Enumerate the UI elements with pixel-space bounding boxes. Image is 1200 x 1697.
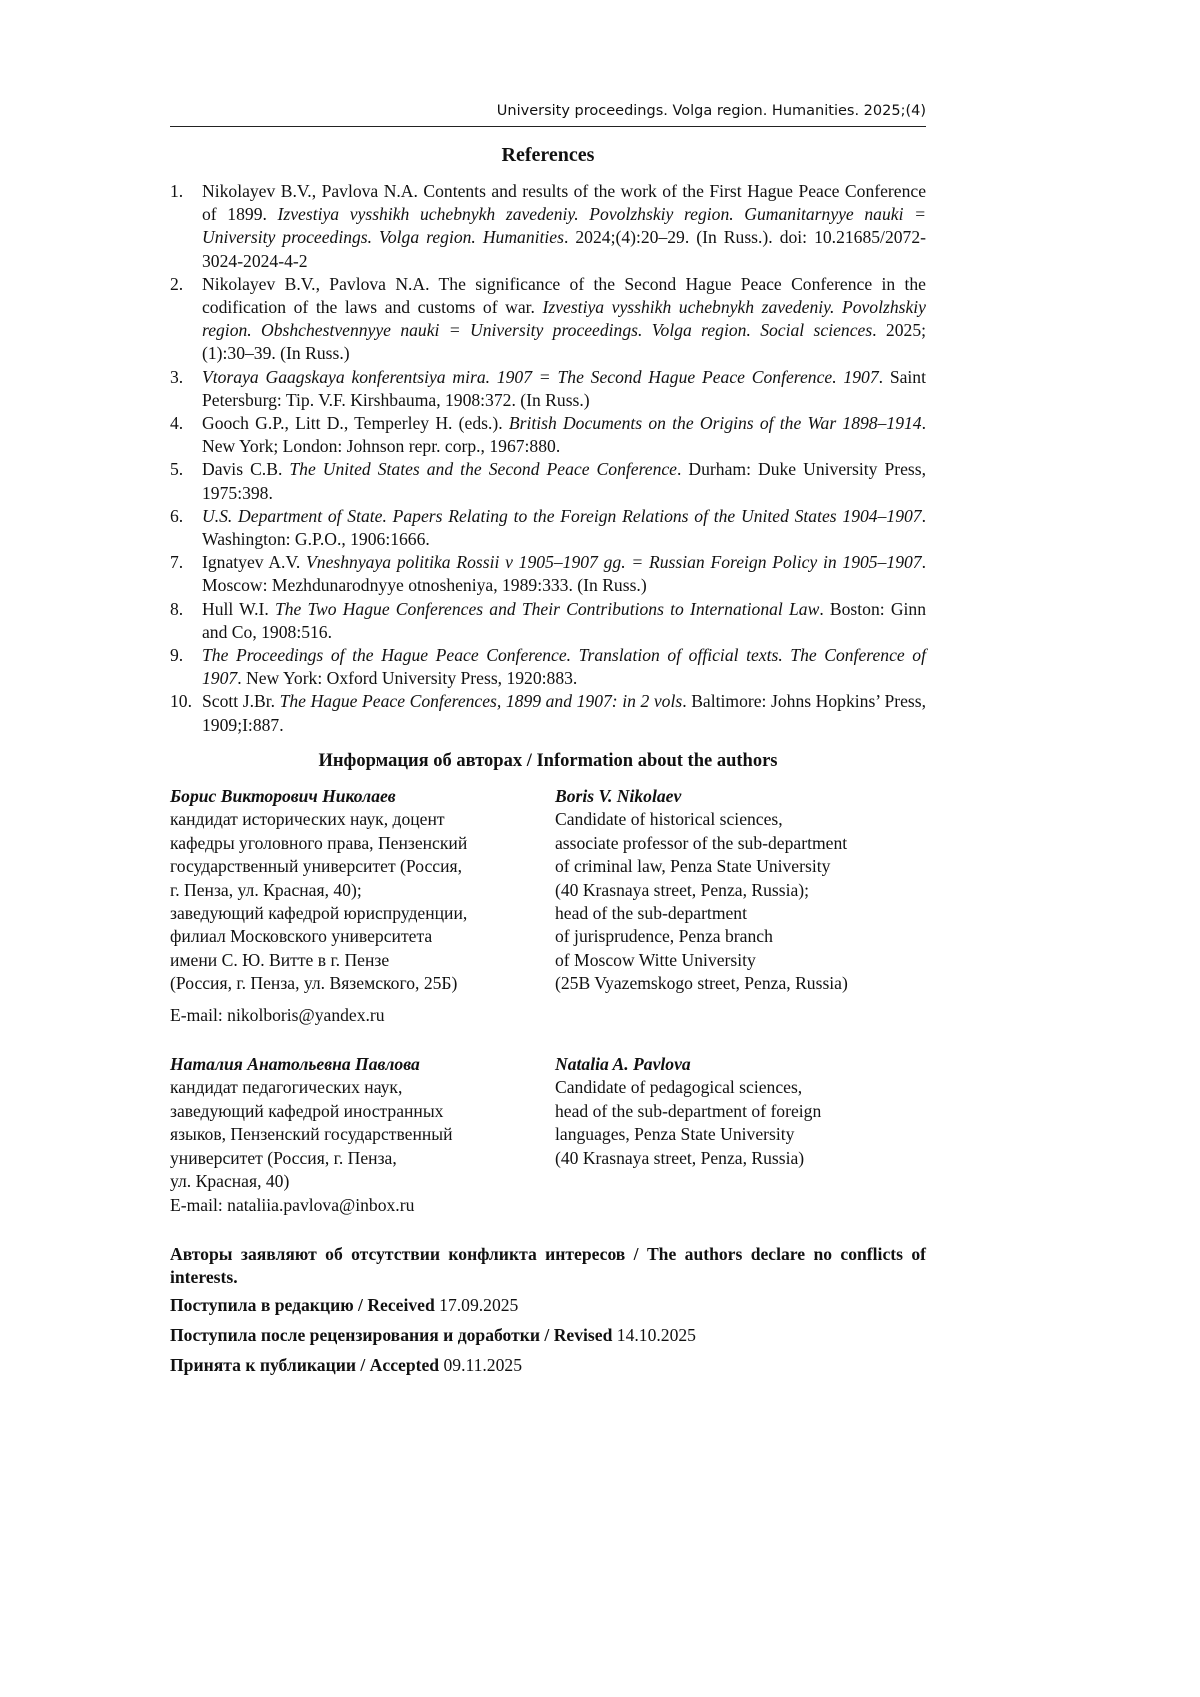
affiliation-line: государственный университет (Россия, bbox=[170, 856, 463, 877]
affiliation-line: of Moscow Witte University bbox=[555, 949, 756, 970]
references-title: References bbox=[501, 144, 595, 166]
author1-en bbox=[555, 785, 926, 996]
reference-text bbox=[202, 273, 926, 366]
conflict-text: Авторы заявляют об отсутствии конфликта интересов / The authors declare no conflicts of interests. bbox=[170, 1244, 926, 1288]
affiliation-line: филиал Московского университета bbox=[170, 926, 433, 947]
reference-number: 10. bbox=[170, 691, 192, 712]
reference-text-part: . 2025;(1):30–39. (In Russ.) bbox=[202, 320, 927, 364]
affiliation-line: of criminal law, Penza State University bbox=[555, 856, 831, 877]
reference-number: 2. bbox=[170, 273, 184, 294]
reference-source-italic: Vneshnyaya politika Rossii v 1905–1907 gg. = Russian Foreign Policy in 1905–1907 bbox=[306, 552, 922, 573]
reference-number: 6. bbox=[170, 505, 184, 526]
reference-number: 5. bbox=[170, 459, 184, 480]
author2-en-name: Natalia A. Pavlova bbox=[555, 1054, 691, 1074]
reference-source-italic: The Proceedings of the Hague Peace Conference. Translation of official texts. The Conference of 1907 bbox=[202, 645, 926, 689]
reference-number: 7. bbox=[170, 552, 184, 573]
references-list bbox=[170, 180, 926, 737]
reference-text bbox=[202, 412, 926, 458]
affiliation-line: (Россия, г. Пенза, ул. Вяземского, 25Б) bbox=[170, 973, 458, 994]
reference-number: 3. bbox=[170, 366, 184, 387]
reference-text bbox=[202, 690, 926, 736]
affiliation-line: Candidate of historical sciences, bbox=[555, 809, 783, 830]
received-line bbox=[170, 1294, 926, 1317]
accepted-date: 09.11.2025 bbox=[443, 1355, 522, 1375]
author2-ru-name: Наталия Анатольевна Павлова bbox=[170, 1054, 420, 1074]
author2-ru-affiliation bbox=[170, 1076, 540, 1193]
author2-email[interactable]: E-mail: nataliia.pavlova@inbox.ru bbox=[170, 1195, 415, 1215]
affiliation-line: languages, Penza State University bbox=[555, 1124, 795, 1145]
reference-number: 8. bbox=[170, 598, 184, 619]
author1-email[interactable]: E-mail: nikolboris@yandex.ru bbox=[170, 1005, 385, 1025]
affiliation-line: кандидат исторических наук, доцент bbox=[170, 809, 445, 830]
affiliation-line: университет (Россия, г. Пенза, bbox=[170, 1147, 397, 1168]
accepted-line bbox=[170, 1354, 926, 1377]
received-label: Поступила в редакцию / Received bbox=[170, 1295, 435, 1315]
reference-text-part: . Washington: G.P.O., 1906:1666. bbox=[202, 505, 926, 550]
reference-text-part: Scott J.Br. bbox=[202, 691, 280, 712]
received-date: 17.09.2025 bbox=[439, 1295, 519, 1315]
running-head: University proceedings. Volga region. Humanities. 2025;(4) bbox=[496, 103, 926, 119]
affiliation-line: языков, Пензенский государственный bbox=[170, 1124, 453, 1145]
affiliation-line: Candidate of pedagogical sciences, bbox=[555, 1077, 803, 1098]
affiliation-line: associate professor of the sub-department bbox=[555, 832, 848, 853]
authors-info-title: Информация об авторах / Information about the authors bbox=[318, 751, 778, 771]
reference-text bbox=[202, 505, 926, 551]
reference-text-part: Nikolayev B.V., Pavlova N.A. The significance of the Second Hague Peace Conference in the codification of the laws and customs of war. bbox=[202, 273, 926, 318]
reference-item bbox=[170, 412, 926, 458]
reference-item bbox=[170, 690, 926, 736]
reference-text bbox=[202, 551, 926, 597]
reference-source-italic: The United States and the Second Peace Conference bbox=[289, 459, 677, 480]
reference-text-part: Hull W.I. bbox=[202, 598, 275, 619]
reference-text bbox=[202, 180, 926, 273]
revised-date: 14.10.2025 bbox=[616, 1325, 696, 1345]
reference-item bbox=[170, 366, 926, 412]
reference-source-italic: Izvestiya vysshikh uchebnykh zavedeniy. Povolzhskiy region. Gumanitarnyye nauki = University proceedings. Volga region. Humanities bbox=[202, 204, 926, 248]
affiliation-line: имени С. Ю. Витте в г. Пензе bbox=[170, 949, 390, 970]
affiliation-line: г. Пенза, ул. Красная, 40); bbox=[170, 879, 362, 900]
conflict-statement bbox=[170, 1243, 926, 1290]
reference-item bbox=[170, 273, 926, 366]
reference-text-part: . Baltimore: Johns Hopkins’ Press, 1909;I:887. bbox=[202, 691, 926, 735]
affiliation-line: (40 Krasnaya street, Penza, Russia) bbox=[555, 1147, 805, 1168]
reference-text-part: Gooch G.P., Litt D., Temperley H. (eds.). bbox=[202, 413, 509, 434]
reference-source-italic: The Hague Peace Conferences, 1899 and 1907: in 2 vols bbox=[279, 691, 683, 712]
reference-text bbox=[202, 366, 926, 412]
author1-ru-affiliation bbox=[170, 808, 540, 995]
reference-text-part: . Durham: Duke University Press, 1975:398. bbox=[202, 459, 926, 503]
author2-ru bbox=[170, 1053, 540, 1193]
affiliation-line: (25B Vyazemskogo street, Penza, Russia) bbox=[555, 973, 848, 994]
reference-source-italic: Vtoraya Gaagskaya konferentsiya mira. 1907 = The Second Hague Peace Conference. 1907 bbox=[202, 366, 879, 387]
author2-en-affiliation bbox=[555, 1076, 926, 1170]
author2-en bbox=[555, 1053, 926, 1170]
author1-ru bbox=[170, 785, 540, 996]
header-rule bbox=[170, 126, 926, 127]
reference-number: 1. bbox=[170, 181, 184, 201]
reference-text-part: . New York: Oxford University Press, 1920:883. bbox=[237, 668, 578, 689]
affiliation-line: кафедры уголовного права, Пензенский bbox=[170, 832, 468, 853]
revised-label: Поступила после рецензирования и доработки / Revised bbox=[170, 1325, 613, 1345]
reference-text-part: . Saint Petersburg: Tip. V.F. Kirshbauma, 1908:372. (In Russ.) bbox=[202, 366, 926, 410]
affiliation-line: заведующий кафедрой юриспруденции, bbox=[170, 903, 468, 924]
reference-item bbox=[170, 180, 926, 273]
author1-en-affiliation bbox=[555, 808, 926, 995]
reference-text-part: Nikolayev B.V., Pavlova N.A. Contents and results of the work of the First Hague Peace Conference of 1899. bbox=[202, 181, 926, 225]
reference-item bbox=[170, 551, 926, 597]
reference-source-italic: Izvestiya vysshikh uchebnykh zavedeniy. Povolzhskiy region. Obshchestvennyye nauki = University proceedings. Volga region. Social sciences bbox=[202, 297, 926, 341]
accepted-label: Принята к публикации / Accepted bbox=[170, 1355, 440, 1375]
reference-text bbox=[202, 458, 926, 504]
affiliation-line: (40 Krasnaya street, Penza, Russia); bbox=[555, 879, 810, 900]
affiliation-line: head of the sub-department bbox=[555, 903, 747, 924]
reference-text-part: Ignatyev A.V. bbox=[202, 552, 307, 573]
author1-en-name: Boris V. Nikolaev bbox=[555, 786, 682, 806]
affiliation-line: head of the sub-department of foreign bbox=[555, 1100, 822, 1121]
affiliation-line: кандидат педагогических наук, bbox=[170, 1077, 403, 1098]
reference-item bbox=[170, 505, 926, 551]
reference-text-part: Davis C.B. bbox=[202, 459, 290, 480]
reference-source-italic: British Documents on the Origins of the War 1898–1914 bbox=[508, 413, 922, 434]
reference-text bbox=[202, 598, 926, 644]
reference-text-part: . New York; London: Johnson repr. corp., 1967:880. bbox=[202, 413, 926, 457]
author1-ru-name: Борис Викторович Николаев bbox=[170, 786, 396, 806]
reference-item bbox=[170, 598, 926, 644]
reference-source-italic: The Two Hague Conferences and Their Contributions to International Law bbox=[274, 598, 820, 619]
reference-text-part: . Boston: Ginn and Co, 1908:516. bbox=[202, 598, 927, 642]
reference-text bbox=[202, 644, 926, 690]
reference-source-italic: U.S. Department of State. Papers Relating to the Foreign Relations of the United States 1904–1907 bbox=[202, 505, 922, 526]
affiliation-line: ул. Красная, 40) bbox=[170, 1171, 290, 1192]
reference-item bbox=[170, 458, 926, 504]
affiliation-line: of jurisprudence, Penza branch bbox=[555, 926, 773, 947]
revised-line bbox=[170, 1324, 926, 1347]
reference-number: 9. bbox=[170, 645, 184, 666]
reference-text-part: . 2024;(4):20–29. (In Russ.). doi: 10.21685/2072-3024-2024-4-2 bbox=[202, 227, 926, 271]
affiliation-line: заведующий кафедрой иностранных bbox=[170, 1100, 444, 1121]
reference-item bbox=[170, 644, 926, 690]
reference-text-part: . Moscow: Mezhdunarodnyye otnosheniya, 1989:333. (In Russ.) bbox=[202, 552, 926, 596]
reference-number: 4. bbox=[170, 413, 184, 434]
